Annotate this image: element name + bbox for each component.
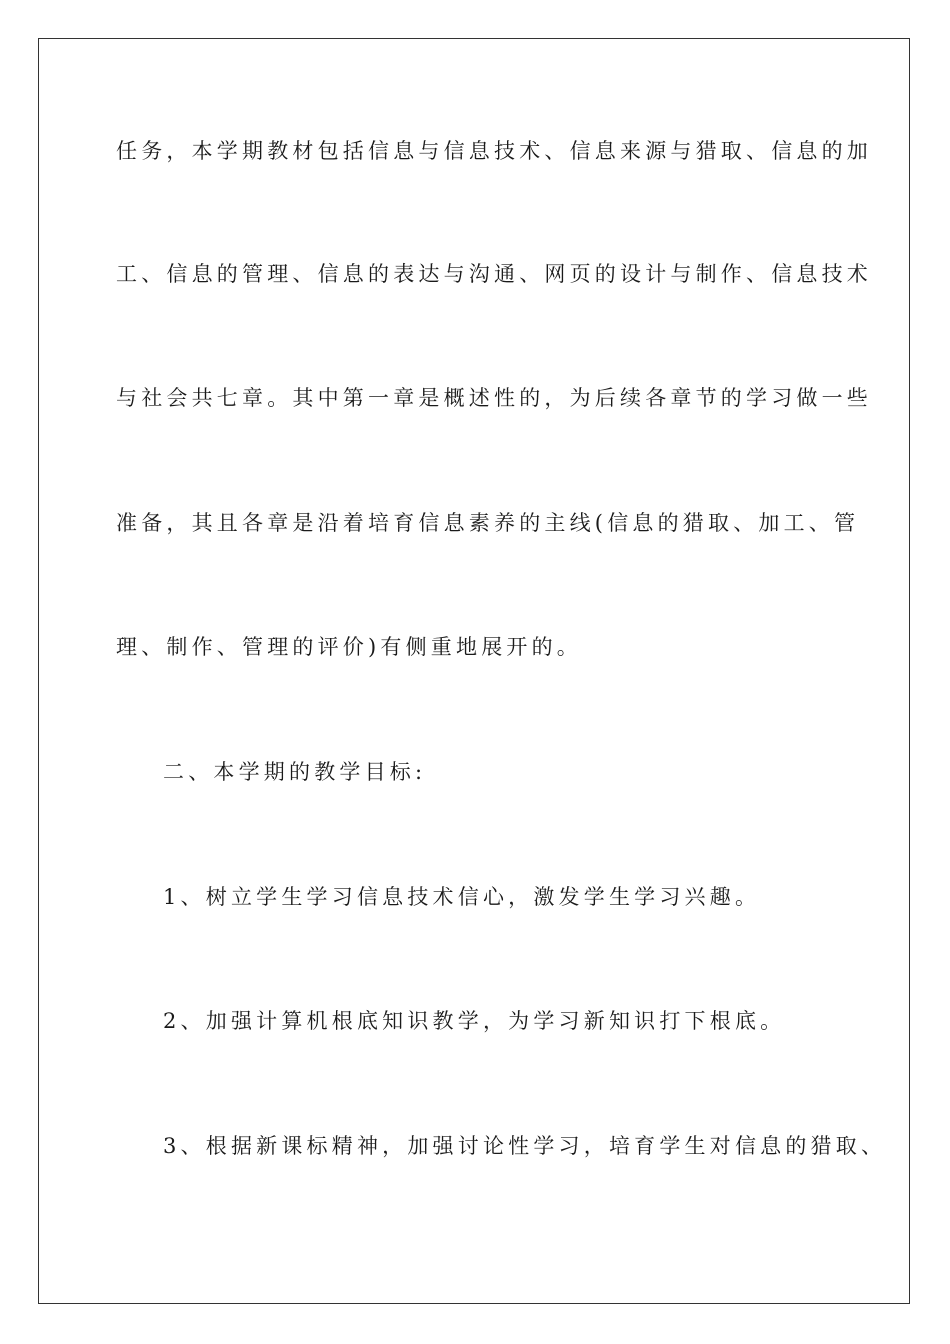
paragraph-line: 与社会共七章。其中第一章是概述性的，为后续各章节的学习做一些 (116, 386, 872, 410)
list-item: 1、树立学生学习信息技术信心，激发学生学习兴趣。 (163, 885, 761, 909)
list-item: 2、加强计算机根底知识教学，为学习新知识打下根底。 (163, 1009, 786, 1033)
section-heading: 二、本学期的教学目标: (163, 760, 427, 784)
paragraph-line: 任务，本学期教材包括信息与信息技术、信息来源与猎取、信息的加 (116, 139, 872, 163)
paragraph-line: 工、信息的管理、信息的表达与沟通、网页的设计与制作、信息技术 (116, 262, 872, 286)
paragraph-line: 准备，其且各章是沿着培育信息素养的主线(信息的猎取、加工、管 (116, 511, 860, 535)
list-item: 3、根据新课标精神，加强讨论性学习，培育学生对信息的猎取、 (163, 1134, 887, 1158)
paragraph-line: 理、制作、管理的评价)有侧重地展开的。 (116, 635, 582, 659)
page-border (38, 38, 910, 1304)
